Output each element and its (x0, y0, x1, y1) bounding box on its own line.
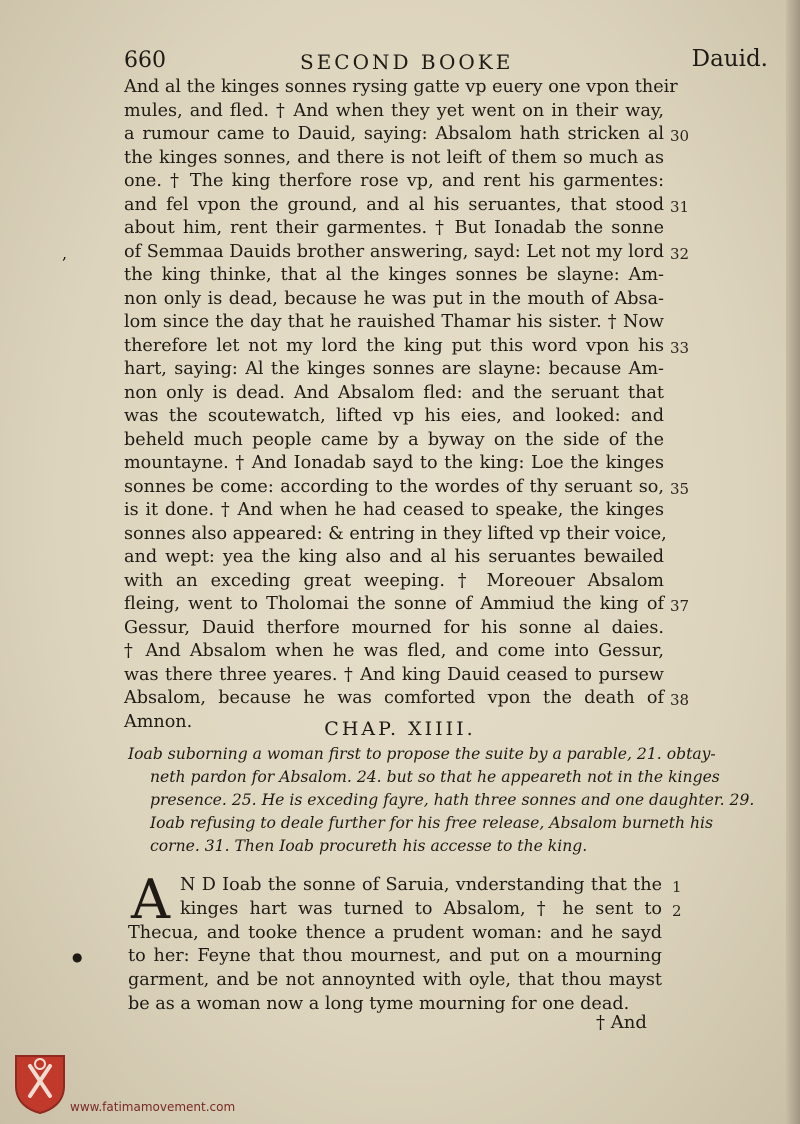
verse-number: 1 (672, 878, 682, 896)
text-line: N D Ioab the sonne of Saruia, vnderstanding that the (180, 875, 662, 895)
text-line: is it done. † And when he had ceased to speake, the kinges (124, 500, 664, 520)
text-line: to her: Feyne that thou mournest, and put on a mourning (128, 946, 662, 967)
text-line: And al the kinges sonnes rysing gatte vp euery one vpon their (124, 77, 678, 97)
website-url[interactable]: www.fatimamovement.com (70, 1100, 236, 1114)
text-line: was there three yeares. † And king Dauid ceased to pursew (124, 664, 664, 685)
text-line: Thecua, and tooke thence a prudent woman: and he sayd (128, 922, 662, 943)
text-line: lom since the day that he rauished Thamar his sister. † Now (124, 312, 664, 332)
verse-number: 31 (670, 197, 690, 216)
verse-number: 33 (670, 338, 690, 357)
text-line: hart, saying: Al the kinges sonnes are slayne: because Am- (124, 359, 664, 379)
text-line: kinges hart was turned to Absalom, † he sent to (180, 898, 662, 919)
text-line: † And Absalom when he was fled, and come into Gessur, (124, 641, 664, 661)
drop-cap: A (131, 868, 170, 931)
margin-mark: , (62, 244, 68, 263)
catchword: † And (596, 1012, 647, 1033)
text-line: garment, and be not annoynted with oyle, that thou mayst (128, 970, 662, 991)
margin-bullet-icon: ● (72, 950, 83, 964)
text-line: the king thinke, that al the kinges sonnes be slayne: Am- (124, 265, 664, 285)
text-line: non only is dead, because he was put in the mouth of Absa- (124, 288, 664, 309)
chapter-heading: CHAP. XIIII. (324, 718, 476, 740)
text-line: about him, rent their garmentes. † But Ionadab the sonne (124, 218, 664, 238)
text-line: the kinges sonnes, and there is not leift of them so much as (124, 147, 664, 168)
verse-number: 35 (670, 479, 690, 498)
text-line: Absalom, because he was comforted vpon the death of (124, 688, 664, 708)
summary-line: Ioab refusing to deale further for his free release, Absalom burneth his (150, 814, 714, 832)
text-line: mules, and fled. † And when they yet went on in their way, (124, 100, 664, 121)
chapter-summary (128, 743, 755, 858)
verse-number: 32 (670, 244, 690, 263)
text-line: beheld much people came by a byway on the side of the (124, 429, 664, 450)
text-line: Gessur, Dauid therfore mourned for his sonne al daies. (124, 617, 664, 638)
chapter-13-text (124, 76, 678, 734)
running-head: Dauid. (691, 46, 768, 72)
text-line: of Semmaa Dauids brother answering, sayd: Let not my lord (124, 241, 664, 262)
summary-line: neth pardon for Absalom. 24. but so that he appeareth not in the kinges (150, 768, 720, 786)
summary-line: corne. 31. Then Ioab procureth his accesse to the king. (150, 837, 588, 855)
verse-number: 30 (670, 127, 690, 145)
page-number: 660 (124, 48, 166, 73)
book-title: SECOND BOOKE (300, 50, 514, 74)
page-header (124, 44, 774, 80)
text-line: a rumour came to Dauid, saying: Absalom hath stricken al (124, 124, 664, 144)
text-line: was the scoutewatch, lifted vp his eies, and looked: and (124, 406, 664, 426)
summary-line: presence. 25. He is exceding fayre, hath three sonnes and one daughter. 29. (150, 791, 755, 809)
verse-number: 38 (670, 691, 690, 709)
verse-number: 37 (670, 597, 690, 615)
chapter-14-text (128, 868, 662, 1017)
text-line: Amnon. (124, 711, 193, 732)
text-line: sonnes be come: according to the wordes of thy seruant so, (124, 476, 664, 497)
summary-line: Ioab suborning a woman first to propose the suite by a parable, 21. obtay- (128, 745, 716, 763)
text-line: therefore let not my lord the king put this word vpon his (124, 335, 664, 356)
verse-number: 2 (672, 901, 682, 920)
text-line: and wept: yea the king also and al his seruantes bewailed (124, 547, 664, 567)
text-line: non only is dead. And Absalom fled: and the seruant that (124, 382, 664, 403)
text-line: sonnes also appeared: & entring in they lifted vp their voice, (124, 523, 667, 544)
text-line: fleing, went to Tholomai the sonne of Ammiud the king of (124, 594, 664, 614)
page-gutter (786, 0, 800, 1124)
text-line: mountayne. † And Ionadab sayd to the king: Loe the kinges (124, 453, 664, 473)
text-line: and fel vpon the ground, and al his seruantes, that stood (124, 194, 664, 215)
text-line: be as a woman now a long tyme mourning for one dead. (128, 993, 630, 1014)
text-line: with an exceding great weeping. † Moreouer Absalom (124, 570, 664, 591)
coat-of-arms-icon (12, 1052, 68, 1114)
text-line: one. † The king therfore rose vp, and rent his garmentes: (124, 171, 664, 191)
